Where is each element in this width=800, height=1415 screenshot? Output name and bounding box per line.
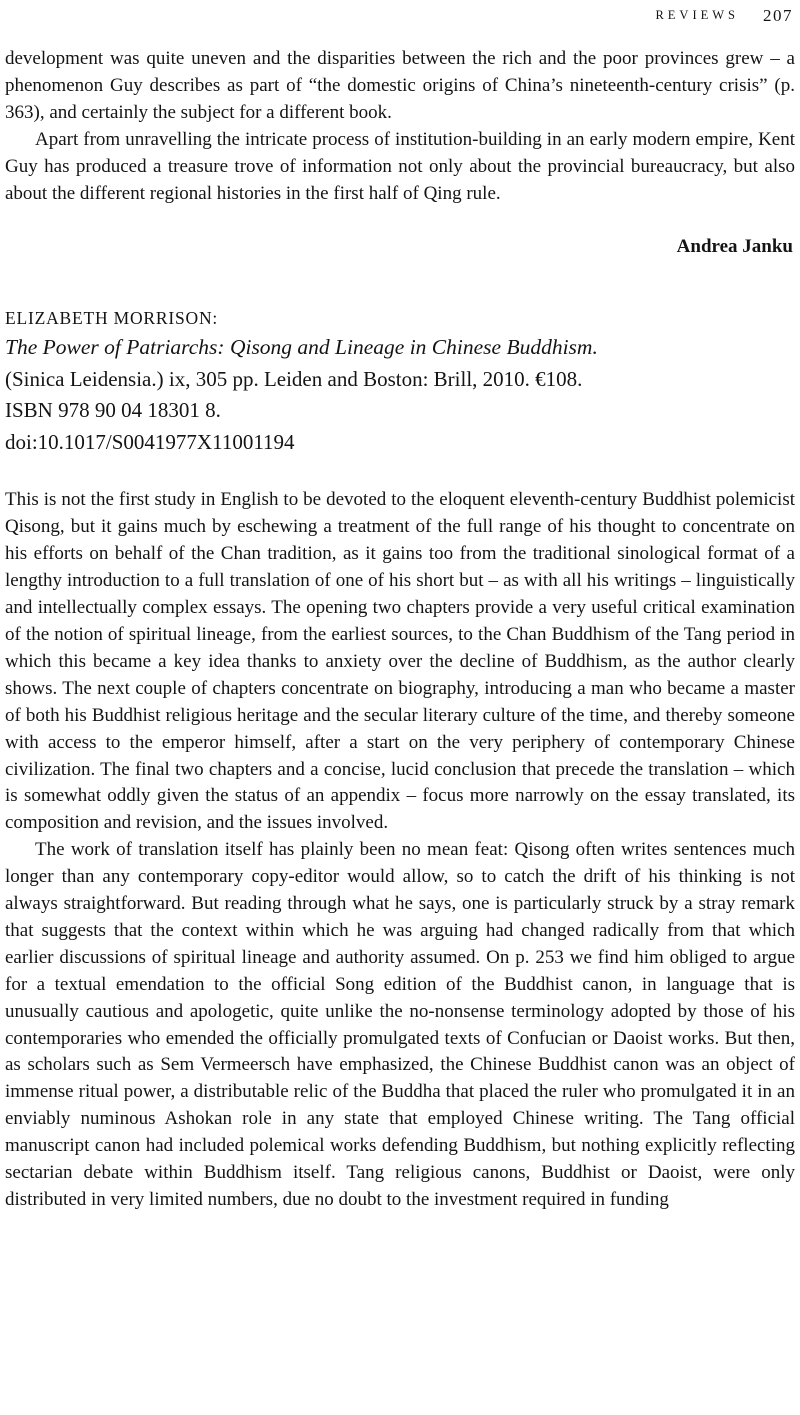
continuation-paragraph: Apart from unravelling the intricate process of institution-building in an early modern empire, Kent Guy has produced a treasure trove of information not only about the provincial bureaucracy, but also about the different regional histories in the first half of Qing rule.	[5, 128, 795, 204]
running-head-section: REVIEWS	[655, 8, 739, 22]
page-number: 207	[763, 6, 793, 25]
book-review	[5, 304, 795, 1213]
review-author: ELIZABETH MORRISON:	[5, 308, 219, 329]
running-head	[5, 6, 795, 26]
reviewer-signature: Andrea Janku	[676, 236, 793, 258]
review-doi: doi:10.1017/S0041977X11001194	[5, 429, 295, 454]
previous-review-continuation	[5, 46, 795, 258]
review-imprint: (Sinica Leidensia.) ix, 305 pp. Leiden and Boston: Brill, 2010. €108.	[5, 366, 583, 391]
review-isbn: ISBN 978 90 04 18301 8.	[5, 398, 221, 423]
continuation-paragraph: development was quite uneven and the disparities between the rich and the poor provinces grew – a phenomenon Guy describes as part of “the domestic origins of China’s nineteenth-century crisis” (p. 363), and certainly the subject for a different book.	[5, 48, 795, 123]
review-book-title: The Power of Patriarchs: Qisong and Lineage in Chinese Buddhism.	[5, 335, 598, 360]
review-paragraph: The work of translation itself has plainly been no mean feat: Qisong often writes sentences much longer than any contemporary copy-editor would allow, so to catch the drift of his thinking is not always straightforward. But reading through what he says, one is particularly struck by a stray remark that suggests that the context within which he was arguing had changed radically from that which earlier discussions of spiritual lineage and authority assumed. On p. 253 we find him obliged to argue for a textual emendation to the official Song edition of the Buddhist canon, in language that is unusually cautious and apologetic, quite unlike the no-nonsense terminology adopted by those of his contemporaries who emended the officially promulgated texts of Confucian or Daoist works. But then, as scholars such as Sem Vermeersch have emphasized, the Chinese Buddhist canon was an object of immense ritual power, a distributable relic of the Buddha that placed the ruler who promulgated it in an enviably numinous Ashokan role in any state that employed Chinese writing. The Tang official manuscript canon had included polemical works defending Buddhism, but nothing explicitly reflecting sectarian debate within Buddhism itself. Tang religious canons, Buddhist or Daoist, were only distributed in very limited numbers, due no doubt to the investment required in funding	[5, 839, 795, 1210]
review-heading	[5, 304, 795, 458]
review-paragraph: This is not the first study in English to be devoted to the eloquent eleventh-century Buddhist polemicist Qisong, but it gains much by eschewing a treatment of the full range of his thought to concentrate on his efforts on behalf of the Chan tradition, as it gains too from the traditional sinological format of a lengthy introduction to a full translation of one of his short but – as with all his writings – linguistically and intellectually complex essays. The opening two chapters provide a very useful critical examination of the notion of spiritual lineage, from the earliest sources, to the Chan Buddhism of the Tang period in which this became a key idea thanks to anxiety over the decline of Buddhism, as the author clearly shows. The next couple of chapters concentrate on biography, introducing a man who became a master of both his Buddhist religious heritage and the secular literary culture of the time, and thereby someone with access to the emperor himself, after a start on the very periphery of contemporary Chinese civilization. The final two chapters and a concise, lucid conclusion that precede the translation – which is somewhat oddly given the status of an appendix – focus more narrowly on the essay translated, its composition and revision, and the issues involved.	[5, 489, 795, 834]
